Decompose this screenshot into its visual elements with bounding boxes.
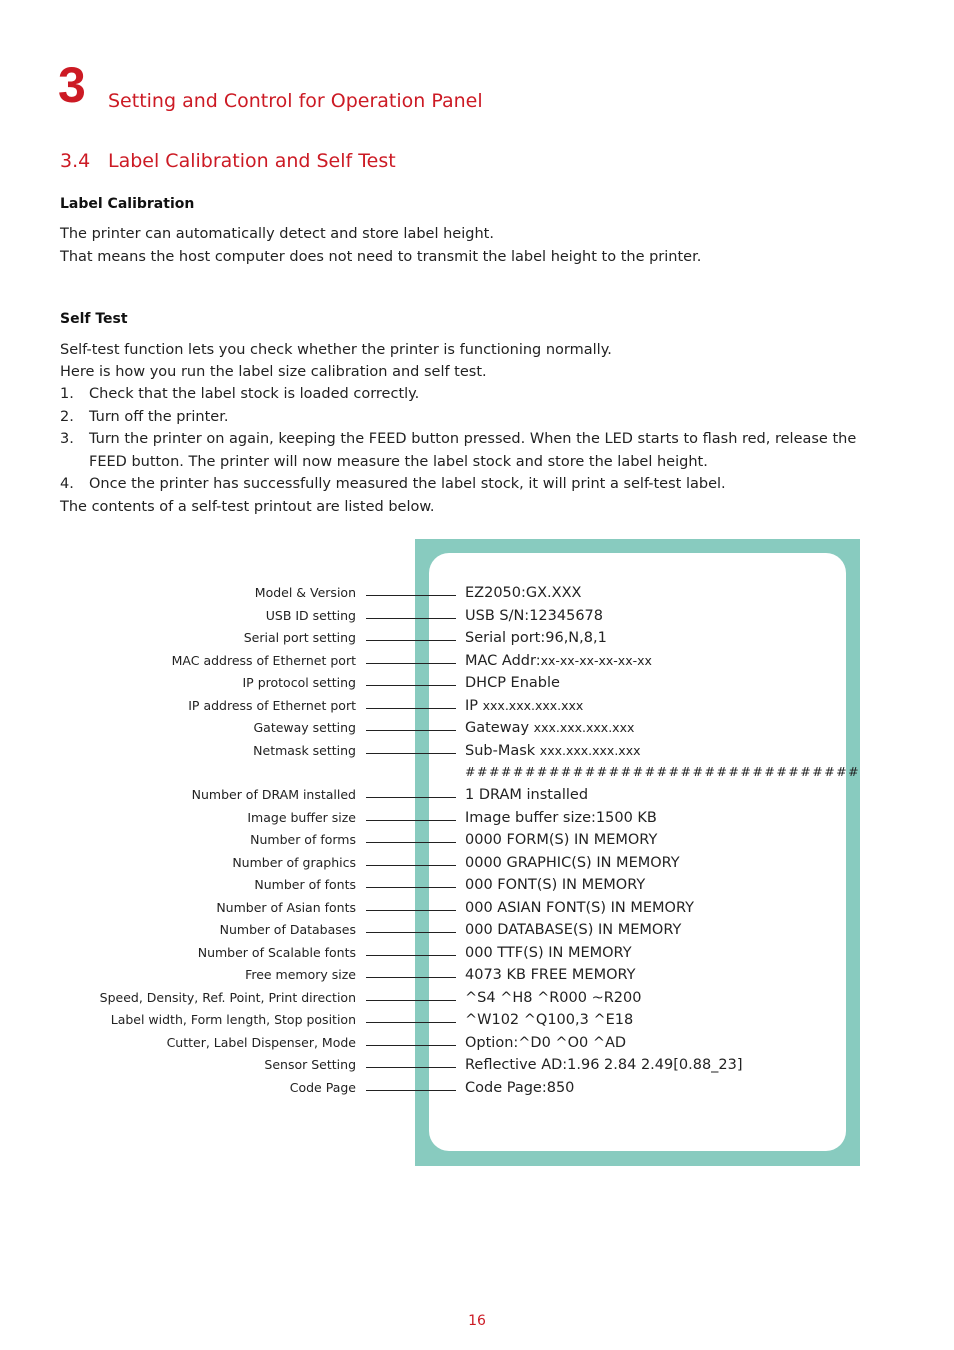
label-calibration-heading: Label Calibration bbox=[60, 196, 195, 212]
printout-row-label: IP address of Ethernet port bbox=[188, 697, 356, 713]
printout-row-label: Label width, Form length, Stop position bbox=[110, 1012, 356, 1027]
printout-value-text: ^W102 ^Q100,3 ^E18 bbox=[465, 1012, 634, 1028]
printout-leader-line bbox=[366, 910, 456, 911]
printout-row-label: Speed, Density, Ref. Point, Print direction bbox=[99, 989, 356, 1005]
printout-value-text: DHCP Enable bbox=[465, 675, 560, 691]
printout-row-label: MAC address of Ethernet port bbox=[171, 652, 356, 668]
printout-row-value bbox=[465, 899, 694, 917]
printout-row-value bbox=[465, 1056, 743, 1074]
printout-leader-line bbox=[366, 618, 456, 619]
printout-value-text: 0000 FORM(S) IN MEMORY bbox=[465, 832, 658, 848]
printout-value-text: 1 DRAM installed bbox=[465, 787, 589, 803]
printout-row-value bbox=[465, 966, 636, 984]
section-title: Label Calibration and Self Test bbox=[108, 150, 396, 172]
printout-value-text: Code Page:850 bbox=[465, 1079, 575, 1096]
printout-value-text: 000 FONT(S) IN MEMORY bbox=[465, 877, 646, 893]
printout-value-text: 000 TTF(S) IN MEMORY bbox=[465, 944, 632, 961]
label-calibration-line-1: The printer can automatically detect and store label height. bbox=[60, 226, 494, 242]
printout-value-text: Reflective AD:1.96 2.84 2.49[0.88_23] bbox=[465, 1057, 743, 1073]
printout-row-label: Number of fonts bbox=[254, 877, 356, 892]
self-test-step bbox=[60, 428, 860, 473]
printout-leader-line bbox=[366, 753, 456, 754]
printout-row-label: Netmask setting bbox=[253, 742, 356, 758]
printout-value-detail: xxx.xxx.xxx.xxx bbox=[539, 742, 641, 758]
printout-value-text: ^S4 ^H8 ^R000 ~R200 bbox=[465, 989, 642, 1006]
printout-value-text: 000 ASIAN FONT(S) IN MEMORY bbox=[465, 899, 694, 916]
printout-value-text: USB S/N:12345678 bbox=[465, 607, 603, 624]
step-text: Turn the printer on again, keeping the FEED button pressed. When the LED starts to flash red, release the FEED button. The printer will now measure the label stock and store the label height. bbox=[89, 431, 857, 470]
printout-row-label: Cutter, Label Dispenser, Mode bbox=[166, 1034, 356, 1050]
printout-row-value bbox=[465, 697, 583, 715]
printout-row-value bbox=[465, 944, 632, 962]
self-test-heading: Self Test bbox=[60, 311, 128, 327]
page-number: 16 bbox=[468, 1313, 486, 1329]
self-test-intro-2: Here is how you run the label size calibration and self test. bbox=[60, 364, 487, 380]
step-number: 4. bbox=[60, 476, 74, 492]
printout-row-label: Image buffer size bbox=[247, 809, 356, 825]
printout-row-value bbox=[465, 652, 652, 670]
printout-value-text: 000 DATABASE(S) IN MEMORY bbox=[465, 922, 682, 938]
printout-row-label: Number of Scalable fonts bbox=[197, 944, 356, 960]
printout-leader-line bbox=[366, 663, 456, 664]
printout-leader-line bbox=[366, 1000, 456, 1001]
printout-value-text: Image buffer size:1500 KB bbox=[465, 809, 657, 826]
printout-row-label: Sensor Setting bbox=[264, 1057, 356, 1072]
printout-row-value bbox=[465, 629, 607, 647]
printout-value-text: EZ2050:GX.XXX bbox=[465, 585, 582, 601]
printout-leader-line bbox=[366, 865, 456, 866]
printout-value-text: Option:^D0 ^O0 ^AD bbox=[465, 1034, 627, 1051]
printout-leader-line bbox=[366, 955, 456, 956]
printout-leader-line bbox=[366, 730, 456, 731]
printout-row-value bbox=[465, 1011, 633, 1029]
printout-row-value bbox=[465, 831, 657, 849]
step-number: 1. bbox=[60, 386, 74, 402]
printout-value-text: 0000 GRAPHIC(S) IN MEMORY bbox=[465, 854, 680, 871]
printout-value-text: Gateway bbox=[465, 720, 534, 736]
printout-row-value bbox=[465, 854, 680, 872]
printout-row-value bbox=[465, 742, 641, 760]
step-number: 3. bbox=[60, 431, 74, 447]
printout-row-label: IP protocol setting bbox=[242, 675, 356, 690]
printout-value-detail: xxx.xxx.xxx.xxx bbox=[533, 720, 635, 735]
step-text: Turn off the printer. bbox=[89, 409, 229, 425]
self-test-step bbox=[60, 473, 860, 496]
printout-separator: ################################# bbox=[465, 764, 861, 779]
printout-row-label: Number of forms bbox=[250, 832, 356, 847]
printout-row-value bbox=[465, 1034, 626, 1052]
printout-value-text: MAC Addr: bbox=[465, 652, 541, 669]
step-text: Once the printer has successfully measured the label stock, it will print a self-test label. bbox=[89, 476, 726, 492]
printout-row-value bbox=[465, 584, 581, 602]
printout-row-value bbox=[465, 1079, 574, 1097]
printout-row-label: Free memory size bbox=[245, 967, 356, 982]
self-test-intro-1: Self-test function lets you check whether the printer is functioning normally. bbox=[60, 342, 612, 358]
printout-leader-line bbox=[366, 1022, 456, 1023]
printout-leader-line bbox=[366, 1045, 456, 1046]
printout-row-value bbox=[465, 876, 645, 894]
chapter-number: 3 bbox=[58, 57, 86, 113]
printout-row-label: Code Page bbox=[289, 1079, 356, 1095]
printout-value-text: Sub-Mask bbox=[465, 742, 540, 759]
printout-leader-line bbox=[366, 977, 456, 978]
printout-value-text: Serial port:96,N,8,1 bbox=[465, 630, 607, 646]
printout-value-text: IP bbox=[465, 697, 483, 714]
self-test-step bbox=[60, 383, 860, 406]
printout-row-label: Number of graphics bbox=[232, 854, 356, 870]
printout-leader-line bbox=[366, 842, 456, 843]
printout-row-label: Number of DRAM installed bbox=[191, 787, 356, 802]
self-test-step bbox=[60, 406, 860, 429]
printout-leader-line bbox=[366, 1090, 456, 1091]
printout-row-label: Number of Asian fonts bbox=[216, 899, 356, 915]
printout-leader-line bbox=[366, 1067, 456, 1068]
self-test-outro: The contents of a self-test printout are listed below. bbox=[60, 499, 435, 515]
printout-row-label: Serial port setting bbox=[243, 630, 356, 645]
printout-leader-line bbox=[366, 797, 456, 798]
label-calibration-line-2: That means the host computer does not need to transmit the label height to the printer. bbox=[60, 249, 702, 265]
printout-row-value bbox=[465, 921, 681, 939]
printout-row-value bbox=[465, 719, 634, 737]
printout-value-text: 4073 KB FREE MEMORY bbox=[465, 967, 636, 983]
step-text: Check that the label stock is loaded correctly. bbox=[89, 386, 420, 402]
chapter-title: Setting and Control for Operation Panel bbox=[108, 90, 483, 112]
printout-leader-line bbox=[366, 640, 456, 641]
printout-leader-line bbox=[366, 887, 456, 888]
printout-value-detail: xx-xx-xx-xx-xx-xx bbox=[540, 652, 652, 668]
printout-row-value bbox=[465, 989, 642, 1007]
printout-value-detail: xxx.xxx.xxx.xxx bbox=[482, 697, 584, 713]
printout-leader-line bbox=[366, 595, 456, 596]
printout-row-value bbox=[465, 786, 588, 804]
printout-row-label: Model & Version bbox=[254, 585, 356, 600]
printout-row-label: Gateway setting bbox=[253, 720, 356, 735]
printout-leader-line bbox=[366, 932, 456, 933]
printout-row-label: Number of Databases bbox=[219, 922, 356, 937]
printout-leader-line bbox=[366, 820, 456, 821]
section-number: 3.4 bbox=[60, 150, 91, 172]
printout-row-value bbox=[465, 809, 657, 827]
printout-leader-line bbox=[366, 685, 456, 686]
printout-row-label: USB ID setting bbox=[265, 607, 356, 623]
printout-row-value bbox=[465, 607, 603, 625]
printout-leader-line bbox=[366, 708, 456, 709]
printout-row-value bbox=[465, 674, 560, 692]
step-number: 2. bbox=[60, 409, 74, 425]
section-heading bbox=[60, 150, 396, 173]
